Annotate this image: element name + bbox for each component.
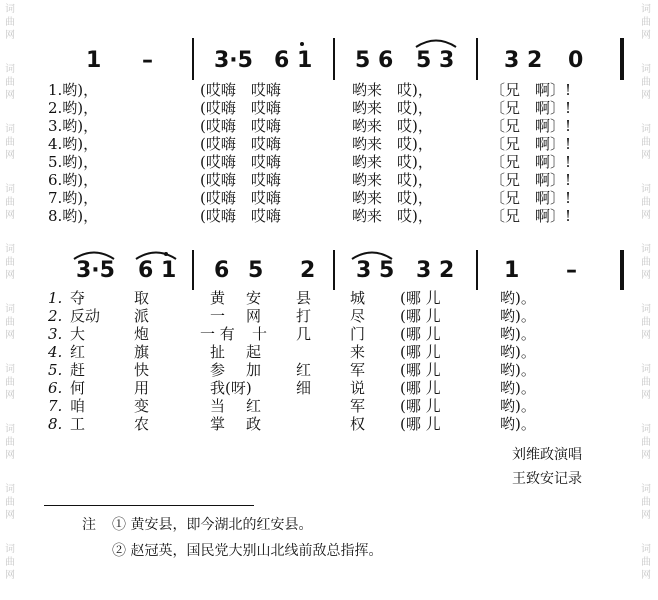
note: 3 2 xyxy=(416,258,455,283)
watermark-char: 词 xyxy=(641,424,651,435)
lyric: 〔兄 啊〕! xyxy=(490,135,572,153)
watermark-char: 词 xyxy=(5,244,15,255)
lyric: 哟)。 xyxy=(500,289,536,307)
lyric: 哟)。 xyxy=(500,325,536,343)
note: 3 2 xyxy=(504,48,543,73)
lyric: 掌 xyxy=(210,415,226,433)
watermark-char: 曲 xyxy=(641,317,651,328)
verse-line xyxy=(48,82,98,99)
note: – xyxy=(566,258,577,283)
watermark-char: 曲 xyxy=(641,137,651,148)
lyric: 何 xyxy=(70,379,86,397)
lyric: 扯 xyxy=(210,343,226,361)
lyric: 农 xyxy=(134,415,150,433)
watermark-char: 网 xyxy=(5,210,15,221)
lyric: 哟来 哎)， xyxy=(352,207,433,225)
lyric: 8.哟)， xyxy=(48,207,99,225)
lyric: 哟)。 xyxy=(500,307,536,325)
lyric: 起 xyxy=(246,343,262,361)
barline xyxy=(192,250,194,290)
verse-number: 8. xyxy=(48,415,63,433)
lyric: 〔兄 啊〕! xyxy=(490,189,572,207)
watermark-char: 网 xyxy=(641,570,651,581)
footnote-1: ① 黄安县，即今湖北的红安县。 xyxy=(112,517,313,533)
lyric: 军 xyxy=(350,361,366,379)
watermark-char: 网 xyxy=(5,90,15,101)
lyric: 哟来 哎)， xyxy=(352,117,433,135)
watermark-char: 曲 xyxy=(5,497,15,508)
lyric: 哟)。 xyxy=(500,397,536,415)
note: 3·5 xyxy=(76,258,115,283)
lyric: 赶 xyxy=(70,361,86,379)
watermark-char: 曲 xyxy=(5,557,15,568)
watermark-char: 曲 xyxy=(641,377,651,388)
lyric: (哪 儿 xyxy=(400,397,441,415)
watermark-char: 词 xyxy=(641,544,651,555)
watermark-char: 词 xyxy=(641,4,651,15)
lyric: 4.哟)， xyxy=(48,135,99,153)
lyric: 大 xyxy=(70,325,86,343)
note: 3·5 xyxy=(214,48,253,73)
lyric: 县 xyxy=(296,289,312,307)
lyric: (哎嗨 哎嗨 xyxy=(200,81,281,99)
lyric: (哪 儿 xyxy=(400,307,441,325)
watermark-char: 词 xyxy=(5,364,15,375)
watermark-char: 曲 xyxy=(641,257,651,268)
lyric: 哟来 哎)， xyxy=(352,171,433,189)
barline xyxy=(620,250,624,290)
watermark-char: 词 xyxy=(5,124,15,135)
lyric: (哎嗨 哎嗨 xyxy=(200,135,281,153)
note: 1 xyxy=(504,258,520,283)
watermark-char: 词 xyxy=(5,4,15,15)
lyric: 1.哟)， xyxy=(48,81,99,99)
watermark-char: 网 xyxy=(641,270,651,281)
singer-credit: 刘维政演唱 xyxy=(512,447,582,463)
watermark-char: 网 xyxy=(641,30,651,41)
watermark-char: 曲 xyxy=(641,197,651,208)
lyric: 细 xyxy=(296,379,312,397)
lyric: 取 xyxy=(134,289,150,307)
watermark-char: 曲 xyxy=(5,437,15,448)
watermark-char: 词 xyxy=(5,544,15,555)
lyric: 政 xyxy=(246,415,262,433)
verse-number: 5. xyxy=(48,361,63,379)
high-octave-dot xyxy=(300,42,304,46)
note: 6 xyxy=(214,258,230,283)
lyric: 2.哟)， xyxy=(48,99,99,117)
verse-number: 4. xyxy=(48,343,63,361)
note: – xyxy=(142,48,153,73)
lyric: 说 xyxy=(350,379,366,397)
watermark-char: 词 xyxy=(5,424,15,435)
lyric: 安 xyxy=(246,289,262,307)
note: 5 xyxy=(248,258,264,283)
watermark-char: 曲 xyxy=(5,137,15,148)
watermark-char: 网 xyxy=(641,450,651,461)
lyric: (哪 儿 xyxy=(400,361,441,379)
watermark-char: 网 xyxy=(5,150,15,161)
lyric: (哪 儿 xyxy=(400,289,441,307)
lyric: 当 xyxy=(210,397,226,415)
lyric: 十 xyxy=(252,325,268,343)
lyric: 红 xyxy=(246,397,262,415)
watermark-char: 曲 xyxy=(641,497,651,508)
barline xyxy=(333,38,335,80)
barline xyxy=(620,38,624,80)
lyric: 哟来 哎)， xyxy=(352,99,433,117)
recorder-credit: 王致安记录 xyxy=(512,471,582,487)
note: 6 1 xyxy=(138,258,177,283)
watermark-char: 词 xyxy=(641,244,651,255)
lyric: (哎嗨 哎嗨 xyxy=(200,153,281,171)
watermark-char: 词 xyxy=(641,124,651,135)
lyric: 派 xyxy=(134,307,150,325)
lyric: 哟来 哎)， xyxy=(352,153,433,171)
lyric: 哟来 哎)， xyxy=(352,135,433,153)
verse-number: 1. xyxy=(48,289,63,307)
lyric: 〔兄 啊〕! xyxy=(490,81,572,99)
lyric: 参 xyxy=(210,361,226,379)
lyric: 5.哟)， xyxy=(48,153,99,171)
watermark-char: 曲 xyxy=(5,317,15,328)
watermark-char: 曲 xyxy=(641,77,651,88)
watermark-char: 网 xyxy=(641,390,651,401)
lyric: 咱 xyxy=(70,397,86,415)
lyric: 夺 xyxy=(70,289,86,307)
watermark-char: 词 xyxy=(5,184,15,195)
footnote-2: ② 赵冠英，国民党大别山北线前敌总指挥。 xyxy=(112,543,383,559)
verse-number: 7. xyxy=(48,397,63,415)
lyric: 哟)。 xyxy=(500,343,536,361)
watermark-char: 网 xyxy=(5,270,15,281)
watermark-char: 词 xyxy=(641,364,651,375)
lyric: 哟来 哎)， xyxy=(352,81,433,99)
lyric: 变 xyxy=(134,397,150,415)
watermark-char: 词 xyxy=(5,484,15,495)
watermark-char: 曲 xyxy=(641,437,651,448)
note: 2 xyxy=(300,258,316,283)
watermark-char: 网 xyxy=(641,330,651,341)
lyric: (哪 儿 xyxy=(400,379,441,397)
watermark-char: 网 xyxy=(641,210,651,221)
lyric: 打 xyxy=(296,307,312,325)
watermark-char: 网 xyxy=(641,150,651,161)
lyric: 我(呀) xyxy=(210,379,252,397)
footnote-label: 注 xyxy=(82,517,96,533)
lyric: 红 xyxy=(296,361,312,379)
lyric: 几 xyxy=(296,325,312,343)
watermark-char: 曲 xyxy=(641,17,651,28)
watermark-char: 网 xyxy=(5,330,15,341)
barline xyxy=(192,38,194,80)
note: 5 6 xyxy=(355,48,394,73)
watermark-char: 网 xyxy=(5,30,15,41)
lyric: 反动 xyxy=(70,307,101,325)
lyric: 快 xyxy=(134,361,150,379)
lyric: (哎嗨 哎嗨 xyxy=(200,117,281,135)
watermark-char: 曲 xyxy=(5,197,15,208)
watermark-char: 曲 xyxy=(641,557,651,568)
verse-number: 3. xyxy=(48,325,63,343)
watermark-char: 词 xyxy=(5,304,15,315)
lyric: 6.哟)， xyxy=(48,171,99,189)
watermark-char: 网 xyxy=(5,390,15,401)
verse-number: 6. xyxy=(48,379,63,397)
watermark-char: 词 xyxy=(641,304,651,315)
watermark-char: 网 xyxy=(641,510,651,521)
lyric: 军 xyxy=(350,397,366,415)
watermark-char: 曲 xyxy=(5,377,15,388)
lyric: 一 有 xyxy=(200,325,235,343)
lyric: 〔兄 啊〕! xyxy=(490,117,572,135)
footnote-rule xyxy=(44,505,254,506)
lyric: 哟来 哎)， xyxy=(352,189,433,207)
watermark-char: 网 xyxy=(641,90,651,101)
lyric: 黄 xyxy=(210,289,226,307)
lyric: 哟)。 xyxy=(500,361,536,379)
lyric: 门 xyxy=(350,325,366,343)
barline xyxy=(476,250,478,290)
lyric: 工 xyxy=(70,415,86,433)
barline xyxy=(476,38,478,80)
lyric: 〔兄 啊〕! xyxy=(490,207,572,225)
lyric: 用 xyxy=(134,379,150,397)
watermark-char: 词 xyxy=(641,184,651,195)
lyric: 炮 xyxy=(134,325,150,343)
lyric: 哟)。 xyxy=(500,379,536,397)
lyric: 一 xyxy=(210,307,226,325)
watermark-char: 词 xyxy=(641,64,651,75)
slur xyxy=(414,36,458,48)
watermark-char: 网 xyxy=(5,570,15,581)
lyric: (哎嗨 哎嗨 xyxy=(200,189,281,207)
lyric: (哪 儿 xyxy=(400,343,441,361)
lyric: (哪 儿 xyxy=(400,415,441,433)
lyric: 旗 xyxy=(134,343,150,361)
lyric: 权 xyxy=(350,415,366,433)
lyric: 哟)。 xyxy=(500,415,536,433)
note: 6 1 xyxy=(274,48,313,73)
lyric: 来 xyxy=(350,343,366,361)
watermark-char: 网 xyxy=(5,450,15,461)
lyric: 红 xyxy=(70,343,86,361)
lyric: (哎嗨 哎嗨 xyxy=(200,207,281,225)
watermark-char: 词 xyxy=(5,64,15,75)
lyric: 城 xyxy=(350,289,366,307)
lyric: 〔兄 啊〕! xyxy=(490,171,572,189)
lyric: 〔兄 啊〕! xyxy=(490,153,572,171)
lyric: 3.哟)， xyxy=(48,117,99,135)
watermark-char: 曲 xyxy=(5,77,15,88)
note: 3 5 xyxy=(356,258,395,283)
watermark-char: 词 xyxy=(641,484,651,495)
lyric: 加 xyxy=(246,361,262,379)
watermark-char: 网 xyxy=(5,510,15,521)
lyric: 7.哟)， xyxy=(48,189,99,207)
note: 1 xyxy=(86,48,102,73)
lyric: 网 xyxy=(246,307,262,325)
verse-number: 2. xyxy=(48,307,63,325)
watermark-char: 曲 xyxy=(5,17,15,28)
lyric: (哎嗨 哎嗨 xyxy=(200,171,281,189)
lyric: 尽 xyxy=(350,307,366,325)
lyric: (哪 儿 xyxy=(400,325,441,343)
note: 5 3 xyxy=(416,48,455,73)
high-octave-dot xyxy=(164,252,168,256)
watermark-char: 曲 xyxy=(5,257,15,268)
barline xyxy=(333,250,335,290)
lyric: 〔兄 啊〕! xyxy=(490,99,572,117)
note: 0 xyxy=(568,48,584,73)
lyric: (哎嗨 哎嗨 xyxy=(200,99,281,117)
